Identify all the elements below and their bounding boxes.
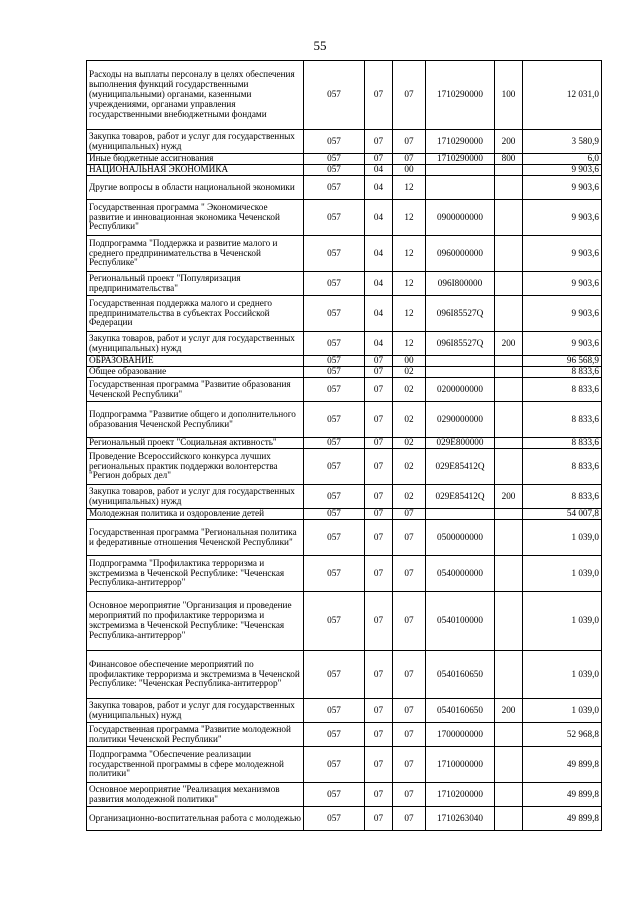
table-row — [87, 272, 602, 296]
row-target-code: 1710290000 — [426, 61, 495, 130]
row-gr-code: 057 — [304, 272, 365, 296]
row-name: Государственная программа "Региональная политика и федеративные отношения Чеченской Республики" — [87, 520, 304, 556]
row-name: Государственная программа "Развитие образования Чеченской Республики" — [87, 378, 304, 402]
row-name: Основное мероприятие "Реализация механизмов развития молодежной политики" — [87, 783, 304, 807]
row-expense-type: 200 — [495, 699, 523, 723]
row-subsection-code: 02 — [393, 485, 426, 509]
row-target-code: 0540160650 — [426, 651, 495, 699]
row-amount: 49 899,8 — [523, 747, 602, 783]
row-name: Молодежная политика и оздоровление детей — [87, 509, 304, 520]
row-expense-type — [495, 747, 523, 783]
row-gr-code: 057 — [304, 236, 365, 272]
row-gr-code: 057 — [304, 556, 365, 592]
row-subsection-code: 07 — [393, 520, 426, 556]
row-section-code: 07 — [365, 367, 393, 378]
table-row — [87, 556, 602, 592]
row-amount: 1 039,0 — [523, 520, 602, 556]
row-target-code: 029E85412Q — [426, 485, 495, 509]
row-name: Закупка товаров, работ и услуг для государственных (муниципальных) нужд — [87, 485, 304, 509]
row-subsection-code: 02 — [393, 438, 426, 449]
table-row — [87, 332, 602, 356]
row-target-code — [426, 176, 495, 200]
row-name: НАЦИОНАЛЬНАЯ ЭКОНОМИКА — [87, 165, 304, 176]
row-amount: 9 903,6 — [523, 272, 602, 296]
row-name: Региональный проект "Популяризация предпринимательства" — [87, 272, 304, 296]
row-target-code — [426, 356, 495, 367]
row-gr-code: 057 — [304, 438, 365, 449]
table-body — [87, 61, 602, 831]
row-subsection-code: 07 — [393, 699, 426, 723]
row-amount: 9 903,6 — [523, 296, 602, 332]
row-section-code: 04 — [365, 165, 393, 176]
row-subsection-code: 07 — [393, 807, 426, 831]
row-target-code: 0540100000 — [426, 592, 495, 651]
row-target-code: 096I85527Q — [426, 332, 495, 356]
row-expense-type — [495, 378, 523, 402]
row-gr-code: 057 — [304, 402, 365, 438]
row-subsection-code: 07 — [393, 592, 426, 651]
row-expense-type — [495, 520, 523, 556]
row-amount: 8 833,6 — [523, 378, 602, 402]
row-amount: 8 833,6 — [523, 367, 602, 378]
row-section-code: 07 — [365, 402, 393, 438]
table-row — [87, 520, 602, 556]
row-target-code: 029E85412Q — [426, 449, 495, 485]
table-row — [87, 449, 602, 485]
row-subsection-code: 07 — [393, 723, 426, 747]
row-expense-type — [495, 723, 523, 747]
row-name: Проведение Всероссийского конкурса лучших региональных практик поддержки волонтерства "Регион добрых дел" — [87, 449, 304, 485]
row-subsection-code: 07 — [393, 556, 426, 592]
row-amount: 3 580,9 — [523, 130, 602, 154]
row-subsection-code: 07 — [393, 651, 426, 699]
row-expense-type — [495, 592, 523, 651]
row-expense-type: 200 — [495, 130, 523, 154]
row-subsection-code: 12 — [393, 176, 426, 200]
table-row — [87, 699, 602, 723]
row-amount: 49 899,8 — [523, 783, 602, 807]
row-amount: 52 968,8 — [523, 723, 602, 747]
row-section-code: 07 — [365, 783, 393, 807]
row-subsection-code: 07 — [393, 154, 426, 165]
table-row — [87, 356, 602, 367]
row-target-code: 1710290000 — [426, 154, 495, 165]
row-section-code: 07 — [365, 378, 393, 402]
row-section-code: 07 — [365, 154, 393, 165]
table-row — [87, 367, 602, 378]
row-gr-code: 057 — [304, 367, 365, 378]
row-gr-code: 057 — [304, 332, 365, 356]
table-row — [87, 747, 602, 783]
row-amount: 8 833,6 — [523, 438, 602, 449]
row-name: Подпрограмма "Развитие общего и дополнительного образования Чеченской Республики" — [87, 402, 304, 438]
row-gr-code: 057 — [304, 509, 365, 520]
row-target-code: 0540000000 — [426, 556, 495, 592]
row-target-code: 0200000000 — [426, 378, 495, 402]
row-target-code: 096I800000 — [426, 272, 495, 296]
row-name: Подпрограмма "Профилактика терроризма и экстремизма в Чеченской Республике: "Чеченская Республика-антитеррор" — [87, 556, 304, 592]
row-expense-type: 800 — [495, 154, 523, 165]
row-section-code: 07 — [365, 747, 393, 783]
row-expense-type — [495, 402, 523, 438]
table-row — [87, 176, 602, 200]
table-row — [87, 807, 602, 831]
row-expense-type — [495, 651, 523, 699]
row-amount: 96 568,9 — [523, 356, 602, 367]
row-section-code: 07 — [365, 592, 393, 651]
row-expense-type — [495, 367, 523, 378]
row-name: Общее образование — [87, 367, 304, 378]
row-name: Государственная программа " Экономическое развитие и инновационная экономика Чеченской Республики" — [87, 200, 304, 236]
row-section-code: 07 — [365, 556, 393, 592]
row-amount: 6,0 — [523, 154, 602, 165]
row-subsection-code: 07 — [393, 509, 426, 520]
row-name: Иные бюджетные ассигнования — [87, 154, 304, 165]
row-target-code: 0500000000 — [426, 520, 495, 556]
table-row — [87, 61, 602, 130]
row-section-code: 07 — [365, 723, 393, 747]
row-section-code: 04 — [365, 296, 393, 332]
row-name: Закупка товаров, работ и услуг для государственных (муниципальных) нужд — [87, 130, 304, 154]
table-row — [87, 509, 602, 520]
row-subsection-code: 02 — [393, 402, 426, 438]
row-amount: 9 903,6 — [523, 165, 602, 176]
row-expense-type — [495, 438, 523, 449]
row-subsection-code: 12 — [393, 236, 426, 272]
row-subsection-code: 02 — [393, 367, 426, 378]
table-row — [87, 378, 602, 402]
row-gr-code: 057 — [304, 176, 365, 200]
row-target-code: 029E800000 — [426, 438, 495, 449]
row-expense-type — [495, 176, 523, 200]
row-subsection-code: 07 — [393, 130, 426, 154]
table-row — [87, 592, 602, 651]
row-target-code: 0960000000 — [426, 236, 495, 272]
row-name: Финансовое обеспечение мероприятий по профилактике терроризма и экстремизма в Чеченской Республике: "Чеченская Республика-антитеррор" — [87, 651, 304, 699]
row-subsection-code: 12 — [393, 332, 426, 356]
row-section-code: 04 — [365, 236, 393, 272]
row-expense-type — [495, 296, 523, 332]
row-expense-type — [495, 509, 523, 520]
row-target-code — [426, 367, 495, 378]
row-amount: 12 031,0 — [523, 61, 602, 130]
row-expense-type — [495, 783, 523, 807]
row-name: Государственная поддержка малого и среднего предпринимательства в субъектах Российской Федерации — [87, 296, 304, 332]
row-name: Государственная программа "Развитие молодежной политики Чеченской Республики" — [87, 723, 304, 747]
row-gr-code: 057 — [304, 378, 365, 402]
row-gr-code: 057 — [304, 520, 365, 556]
row-section-code: 04 — [365, 272, 393, 296]
row-section-code: 07 — [365, 449, 393, 485]
row-target-code: 0900000000 — [426, 200, 495, 236]
row-expense-type: 100 — [495, 61, 523, 130]
row-expense-type — [495, 236, 523, 272]
row-subsection-code: 12 — [393, 296, 426, 332]
row-gr-code: 057 — [304, 699, 365, 723]
row-subsection-code: 00 — [393, 356, 426, 367]
row-target-code: 1700000000 — [426, 723, 495, 747]
row-amount: 54 007,8 — [523, 509, 602, 520]
row-subsection-code: 12 — [393, 200, 426, 236]
row-gr-code: 057 — [304, 165, 365, 176]
row-gr-code: 057 — [304, 356, 365, 367]
row-expense-type — [495, 556, 523, 592]
row-expense-type — [495, 272, 523, 296]
row-section-code: 04 — [365, 332, 393, 356]
table-row — [87, 402, 602, 438]
table-row — [87, 130, 602, 154]
table-row — [87, 154, 602, 165]
table-row — [87, 296, 602, 332]
row-target-code: 1710263040 — [426, 807, 495, 831]
row-gr-code: 057 — [304, 807, 365, 831]
row-section-code: 04 — [365, 200, 393, 236]
row-subsection-code: 12 — [393, 272, 426, 296]
row-target-code: 0540160650 — [426, 699, 495, 723]
row-expense-type — [495, 356, 523, 367]
row-amount: 8 833,6 — [523, 485, 602, 509]
budget-table — [86, 60, 602, 831]
row-amount: 9 903,6 — [523, 176, 602, 200]
row-gr-code: 057 — [304, 61, 365, 130]
row-target-code: 1710200000 — [426, 783, 495, 807]
row-gr-code: 057 — [304, 154, 365, 165]
table-row — [87, 200, 602, 236]
row-expense-type: 200 — [495, 485, 523, 509]
row-name: Подпрограмма "Поддержка и развитие малого и среднего предпринимательства в Чеченской Республике" — [87, 236, 304, 272]
row-section-code: 07 — [365, 438, 393, 449]
row-section-code: 07 — [365, 485, 393, 509]
row-gr-code: 057 — [304, 130, 365, 154]
row-name: Другие вопросы в области национальной экономики — [87, 176, 304, 200]
row-subsection-code: 02 — [393, 449, 426, 485]
row-gr-code: 057 — [304, 723, 365, 747]
table-row — [87, 236, 602, 272]
row-target-code: 1710000000 — [426, 747, 495, 783]
table-row — [87, 165, 602, 176]
row-subsection-code: 07 — [393, 783, 426, 807]
row-gr-code: 057 — [304, 485, 365, 509]
row-target-code: 0290000000 — [426, 402, 495, 438]
row-section-code: 07 — [365, 509, 393, 520]
row-target-code: 096I85527Q — [426, 296, 495, 332]
row-target-code — [426, 509, 495, 520]
row-gr-code: 057 — [304, 449, 365, 485]
page-number: 55 — [313, 38, 327, 53]
row-name: ОБРАЗОВАНИЕ — [87, 356, 304, 367]
row-expense-type — [495, 807, 523, 831]
row-expense-type: 200 — [495, 332, 523, 356]
row-amount: 49 899,8 — [523, 807, 602, 831]
row-subsection-code: 00 — [393, 165, 426, 176]
row-gr-code: 057 — [304, 592, 365, 651]
row-gr-code: 057 — [304, 296, 365, 332]
row-subsection-code: 07 — [393, 61, 426, 130]
row-name: Закупка товаров, работ и услуг для государственных (муниципальных) нужд — [87, 699, 304, 723]
row-name: Региональный проект "Социальная активность" — [87, 438, 304, 449]
row-amount: 1 039,0 — [523, 556, 602, 592]
row-section-code: 07 — [365, 61, 393, 130]
row-amount: 9 903,6 — [523, 200, 602, 236]
row-name: Основное мероприятие "Организация и проведение мероприятий по профилактике терроризма и экстремизма в Чеченской Республике: "Чеченская Республика-антитеррор" — [87, 592, 304, 651]
row-section-code: 07 — [365, 651, 393, 699]
row-expense-type — [495, 200, 523, 236]
row-section-code: 07 — [365, 699, 393, 723]
row-name: Подпрограмма "Обеспечение реализации государственной программы в сфере молодежной политики" — [87, 747, 304, 783]
row-gr-code: 057 — [304, 747, 365, 783]
row-target-code: 1710290000 — [426, 130, 495, 154]
row-amount: 9 903,6 — [523, 236, 602, 272]
table-row — [87, 651, 602, 699]
row-target-code — [426, 165, 495, 176]
row-subsection-code: 07 — [393, 747, 426, 783]
row-name: Закупка товаров, работ и услуг для государственных (муниципальных) нужд — [87, 332, 304, 356]
table-row — [87, 723, 602, 747]
table-row — [87, 485, 602, 509]
row-expense-type — [495, 449, 523, 485]
row-gr-code: 057 — [304, 651, 365, 699]
row-amount: 1 039,0 — [523, 699, 602, 723]
row-gr-code: 057 — [304, 783, 365, 807]
row-amount: 8 833,6 — [523, 449, 602, 485]
row-expense-type — [495, 165, 523, 176]
row-name: Организационно-воспитательная работа с молодежью — [87, 807, 304, 831]
row-section-code: 07 — [365, 130, 393, 154]
row-amount: 1 039,0 — [523, 592, 602, 651]
row-gr-code: 057 — [304, 200, 365, 236]
row-amount: 9 903,6 — [523, 332, 602, 356]
row-section-code: 07 — [365, 356, 393, 367]
row-subsection-code: 02 — [393, 378, 426, 402]
table-row — [87, 438, 602, 449]
row-name: Расходы на выплаты персоналу в целях обеспечения выполнения функций государственными (муниципальными) органами, казенными учреждениями, органами управления государственными внебюджетными фондами — [87, 61, 304, 130]
row-amount: 1 039,0 — [523, 651, 602, 699]
row-amount: 8 833,6 — [523, 402, 602, 438]
row-section-code: 07 — [365, 807, 393, 831]
table-row — [87, 783, 602, 807]
row-section-code: 04 — [365, 176, 393, 200]
row-section-code: 07 — [365, 520, 393, 556]
